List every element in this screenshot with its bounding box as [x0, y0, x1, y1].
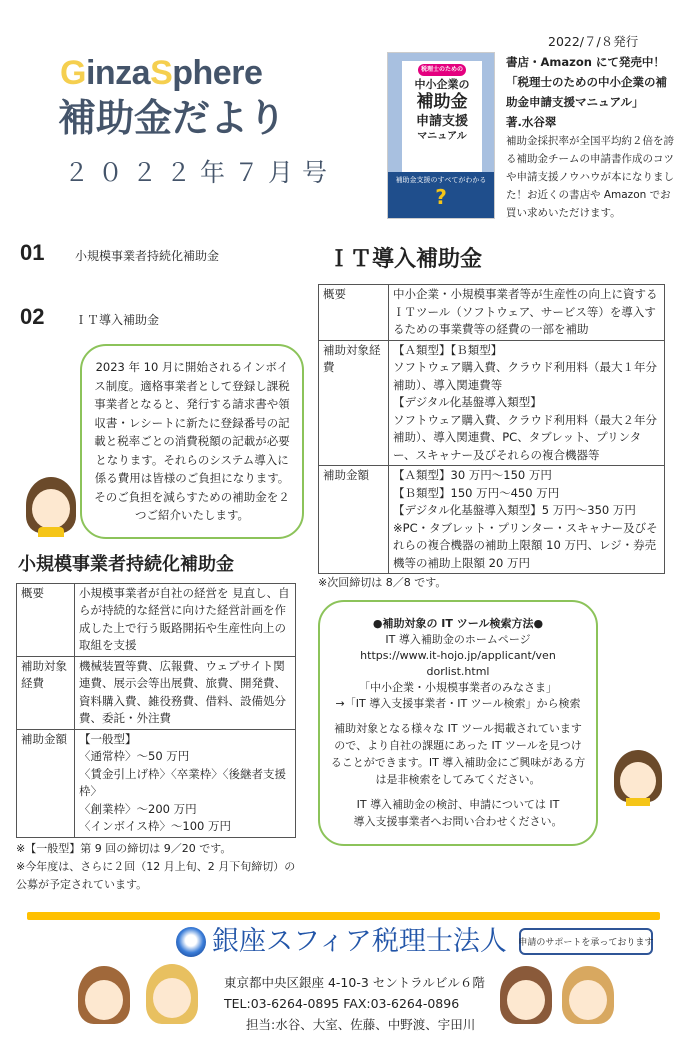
table-row [17, 729, 296, 837]
page-header [0, 0, 680, 232]
girl-avatar-icon [26, 477, 76, 537]
bubble-paragraph: 補助対象となる様々な IT ツール掲載されていますので、より自社の課題にあった IT ツールを見つけることができます。IT 導入補助金にご興味がある方は是非検索をしてみてください。 [330, 722, 586, 786]
value-line: 〈通常枠〉～50 万円 [79, 749, 190, 763]
right-column [318, 232, 668, 846]
staff-list: 担当:水谷、大室、佐藤、中野渡、宇田川 [246, 1016, 476, 1032]
phone-fax: TEL:03-6264-0895 FAX:03-6264-0896 [224, 995, 460, 1011]
staff-avatar-icon [146, 964, 198, 1030]
bubble-line: →「IT 導入支援事業者・IT ツール検索」から検索 [335, 697, 581, 710]
section1-title: 小規模事業者持続化補助金 [18, 553, 234, 575]
bubble-paragraph: IT 導入補助金の検討、申請については IT 導入支援事業者へお問い合わせください。 [353, 798, 563, 828]
row-label: 補助対象経費 [319, 340, 389, 466]
cover-title: マニュアル [417, 131, 467, 142]
bubble-heading: ●補助対象の IT ツール検索方法● [372, 617, 544, 630]
publish-date: 2022/７/８発行 [548, 34, 639, 49]
issue-label: ２０２２年７月号 [64, 158, 337, 187]
book-author: 著.水谷翠 [506, 115, 557, 129]
note: ※【一般型】第 9 回の締切は 9／20 です。 [16, 841, 232, 855]
cover-title: 申請支援 [415, 114, 468, 129]
cover-title: 中小企業の [414, 78, 470, 91]
toc-label: ＩＴ導入補助金 [75, 313, 160, 327]
value-line: ソフトウェア購入費、クラウド利用料（最大１年分補助）、導入関連費等 [393, 360, 658, 392]
row-value [389, 340, 665, 466]
value-line: 【デジタル化基盤導入類型】5 万円～350 万円 [393, 503, 636, 517]
row-value: 小規模事業者が自社の経営を 見直し、自らが持続的な経営に向けた経営計画を作成した上で行う販路開拓や生産性向上の取組を支援 [75, 583, 296, 656]
row-label: 補助金額 [17, 729, 75, 837]
cover-band: 補助金支援のすべてがわかる [395, 176, 487, 184]
value-line: 【一般型】 [79, 731, 137, 746]
contact-info [224, 972, 485, 1035]
search-speech-bubble [318, 600, 598, 846]
value-line: ※PC・タブレット・プリンター・スキャナー及びそれらの複合機器の補助上限額 10 万円、レジ・券売機等の補助上限額 20 万円 [393, 520, 658, 570]
section1-notes [16, 840, 302, 894]
row-label: 概要 [319, 285, 389, 341]
table-row [319, 340, 665, 466]
value-line: 【Ａ類型】30 万円～150 万円 [393, 468, 552, 482]
main-content [0, 232, 680, 894]
row-value [389, 466, 665, 574]
left-column [16, 232, 312, 894]
section2-table [318, 284, 665, 574]
toc-number: 02 [20, 304, 45, 329]
intro-text: 2023 年 10 月に開始されるインボイス制度。適格事業者として登録し課税事業者となると、発行する請求書や領収書・レシートに新たに登録番号の記載と税率ごとの消費税額の記載が必要となります。それらのシステム導入に係る費用は皆様のご負担になります。そのご負担を減らすための補助金を２つご紹介いたします。 [94, 360, 290, 522]
value-line: 〈創業枠〉～200 万円 [79, 801, 197, 816]
logo-letter: S [150, 54, 173, 92]
book-promo-column [506, 0, 676, 222]
bubble-line: 「中小企業・小規模事業者のみなさま」 [359, 681, 557, 694]
support-speech-box: 申請のサポートを承っております [519, 928, 653, 955]
intro-bubble-wrap [16, 344, 312, 539]
cover-panel [402, 61, 482, 176]
toc-label: 小規模事業者持続化補助金 [75, 249, 220, 263]
address: 東京都中央区銀座 4-10-3 セントラルビル６階 [224, 974, 485, 990]
row-label: 補助金額 [319, 466, 389, 574]
promo-line: 書店・Amazon にて発売中！ [506, 55, 665, 69]
row-value: 機械装置等費、広報費、ウェブサイト関連費、展示会等出展費、旅費、開発費、資料購入費、雑役務費、借料、設備処分費、委託・外注費 [75, 656, 296, 729]
row-value: 中小企業・小規模事業者等が生産性の向上に資するＩＴツール（ソフトウェア、サービス等）を導入するための事業費等の経費の一部を補助 [389, 285, 665, 341]
value-line: 【Ａ類型】【Ｂ類型】 [393, 342, 503, 357]
company-row [176, 926, 653, 958]
newsletter-title: 補助金だより [58, 96, 287, 140]
table-row [319, 466, 665, 574]
table-row [17, 656, 296, 729]
page-footer [0, 912, 680, 1052]
book-title: 「税理士のための中小企業の補助金申請支援マニュアル」 [506, 75, 667, 109]
section2-title: ＩＴ導入補助金 [328, 247, 483, 272]
logo-letters: phere [172, 54, 263, 92]
orb-icon [176, 927, 206, 957]
intro-speech-bubble [80, 344, 304, 539]
table-row [319, 285, 665, 341]
masthead [0, 0, 387, 188]
toc-item [16, 304, 312, 344]
value-line: 【デジタル化基盤導入類型】 [393, 395, 542, 409]
it-hojo-link[interactable]: https://www.it-hojo.jp/applicant/vendorlist.html [360, 649, 556, 678]
search-bubble-wrap [318, 600, 668, 846]
book-description: 補助金採択率が全国平均約２倍を誇る補助金チームの申請書作成のコツや申請支援ノウハウが本になりました！お近くの書店や Amazon でお買い求めいただけます。 [506, 135, 674, 219]
row-value [75, 729, 296, 837]
value-line: 〈賃金引上げ枠〉〈卒業枠〉〈後継者支援枠〉 [79, 766, 286, 798]
logo-letter: G [60, 54, 86, 92]
table-row [17, 583, 296, 656]
company-logo [176, 926, 507, 958]
question-icon: ? [435, 185, 447, 209]
book-cover-image [387, 52, 495, 219]
value-line: ソフトウェア購入費、クラウド利用料（最大２年分補助）、導入関連費、PC、タブレット、プリンター、スキャナー及びそれらの複合機器等 [393, 412, 658, 462]
staff-avatar-icon [562, 966, 614, 1030]
value-line: 【Ｂ類型】150 万円～450 万円 [393, 485, 560, 500]
cover-title: 補助金 [416, 92, 468, 112]
book-promo [506, 52, 676, 222]
toc-number: 01 [20, 240, 45, 265]
note: ※今年度は、さらに２回（12 月上旬、2 月下旬締切）の公募が予定されています。 [16, 859, 296, 891]
girl-avatar-icon [614, 750, 662, 806]
section1-table [16, 583, 296, 838]
bubble-line: IT 導入補助金のホームページ [385, 633, 531, 646]
logo-ginzasphere [60, 52, 387, 94]
staff-avatar-icon [78, 966, 130, 1030]
row-label: 概要 [17, 583, 75, 656]
section2-note: ※次回締切は 8／8 です。 [318, 576, 447, 589]
company-name: 銀座スフィア税理士法人 [212, 925, 507, 957]
toc-item [16, 240, 312, 304]
footer-divider [27, 912, 660, 920]
value-line: 〈インボイス枠〉～100 万円 [79, 819, 231, 833]
row-label: 補助対象経費 [17, 656, 75, 729]
cover-band-area [388, 172, 494, 218]
staff-avatar-icon [500, 966, 552, 1030]
cover-badge: 税理士のための [418, 64, 466, 76]
logo-letters: inza [85, 54, 151, 92]
